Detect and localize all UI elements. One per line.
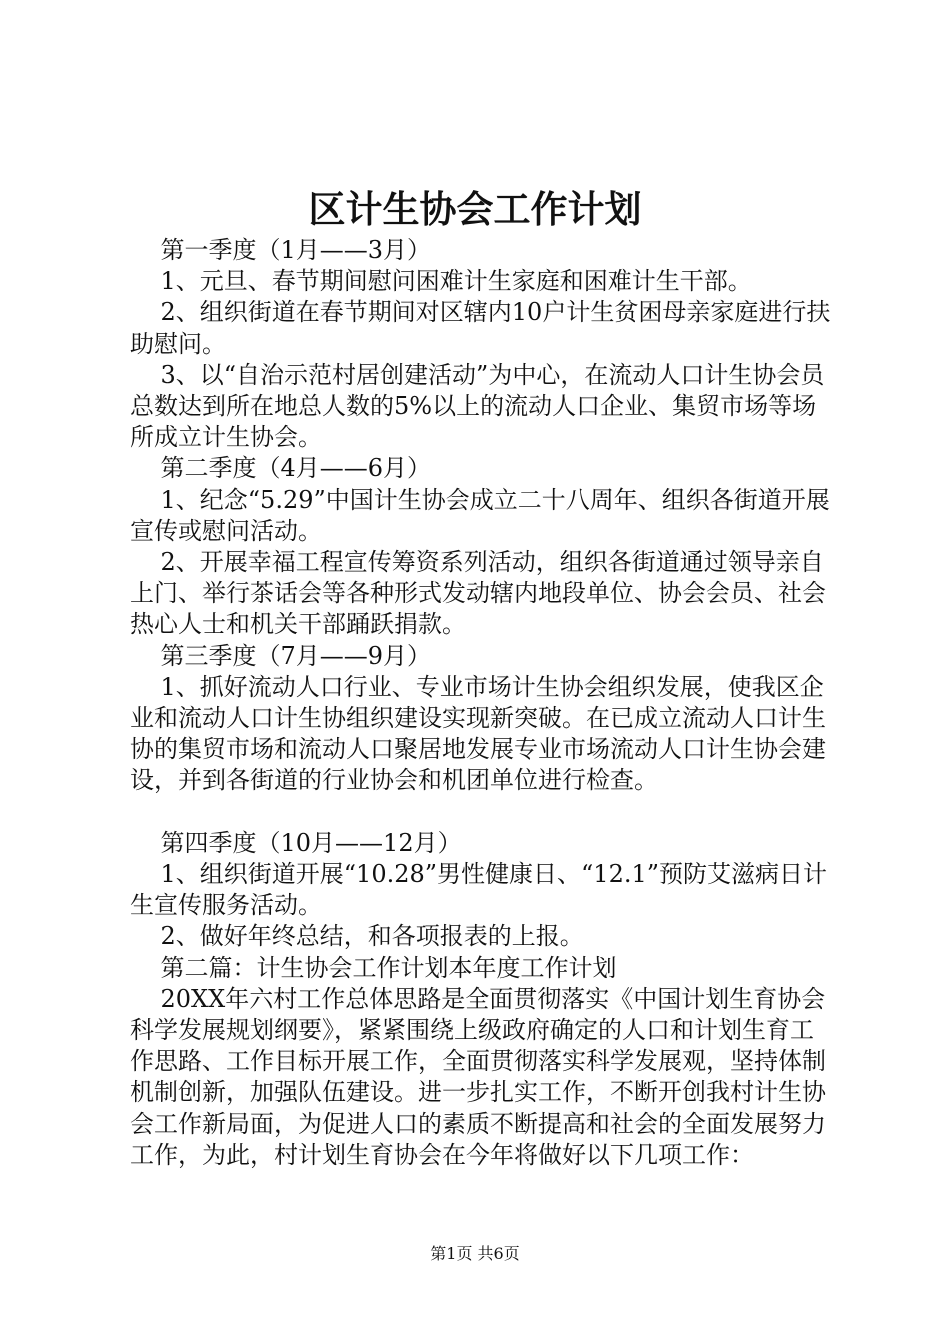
paragraph: 2、组织街道在春节期间对区辖内10户计生贫困母亲家庭进行扶助慰问。 [130, 298, 831, 358]
paragraph: 3、以“自治示范村居创建活动”为中心，在流动人口计生协会员总数达到所在地总人数的5%以上的流动人口企业、集贸市场等场所成立计生协会。 [130, 360, 825, 452]
page-footer: 第1页 共6页 [430, 1244, 520, 1263]
document-title: 区计生协会工作计划 [308, 187, 642, 231]
document-body [130, 235, 836, 1171]
paragraph: 1、纪念“5.29”中国计生协会成立二十八周年、组织各街道开展宣传或慰问活动。 [130, 485, 830, 545]
paragraph: 1、抓好流动人口行业、专业市场计生协会组织发展，使我区企业和流动人口计生协组织建设实现新突破。在已成立流动人口计生协的集贸市场和流动人口聚居地发展专业市场流动人口计生协会建设，并到各街道的行业协会和机团单位进行检查。 [130, 672, 826, 795]
paragraph: 第三季度（7月——9月） [130, 641, 432, 670]
paragraph: 第四季度（10月——12月） [130, 828, 462, 857]
paragraph: 第二篇：计生协会工作计划本年度工作计划 [130, 953, 617, 982]
paragraph-spacer [130, 797, 836, 828]
paragraph: 20XX年六村工作总体思路是全面贯彻落实《中国计划生育协会科学发展规划纲要》，紧紧围绕上级政府确定的人口和计划生育工作思路、工作目标开展工作，全面贯彻落实科学发展观，坚持体制机制创新，加强队伍建设。进一步扎实工作，不断开创我村计生协会工作新局面，为促进人口的素质不断提高和社会的全面发展努力工作，为此，村计划生育协会在今年将做好以下几项工作： [130, 984, 826, 1169]
paragraph: 1、元旦、春节期间慰问困难计生家庭和困难计生干部。 [130, 267, 752, 296]
paragraph: 第一季度（1月——3月） [130, 236, 432, 264]
paragraph: 2、开展幸福工程宣传筹资系列活动，组织各街道通过领导亲自上门、举行茶话会等各种形式发动辖内地段单位、协会会员、社会热心人士和机关干部踊跃捐款。 [130, 548, 826, 639]
paragraph: 第二季度（4月——6月） [130, 454, 432, 483]
paragraph: 1、组织街道开展“10.28”男性健康日、“12.1”预防艾滋病日计生宣传服务活动。 [130, 860, 828, 920]
paragraph: 2、做好年终总结，和各项报表的上报。 [130, 922, 584, 951]
